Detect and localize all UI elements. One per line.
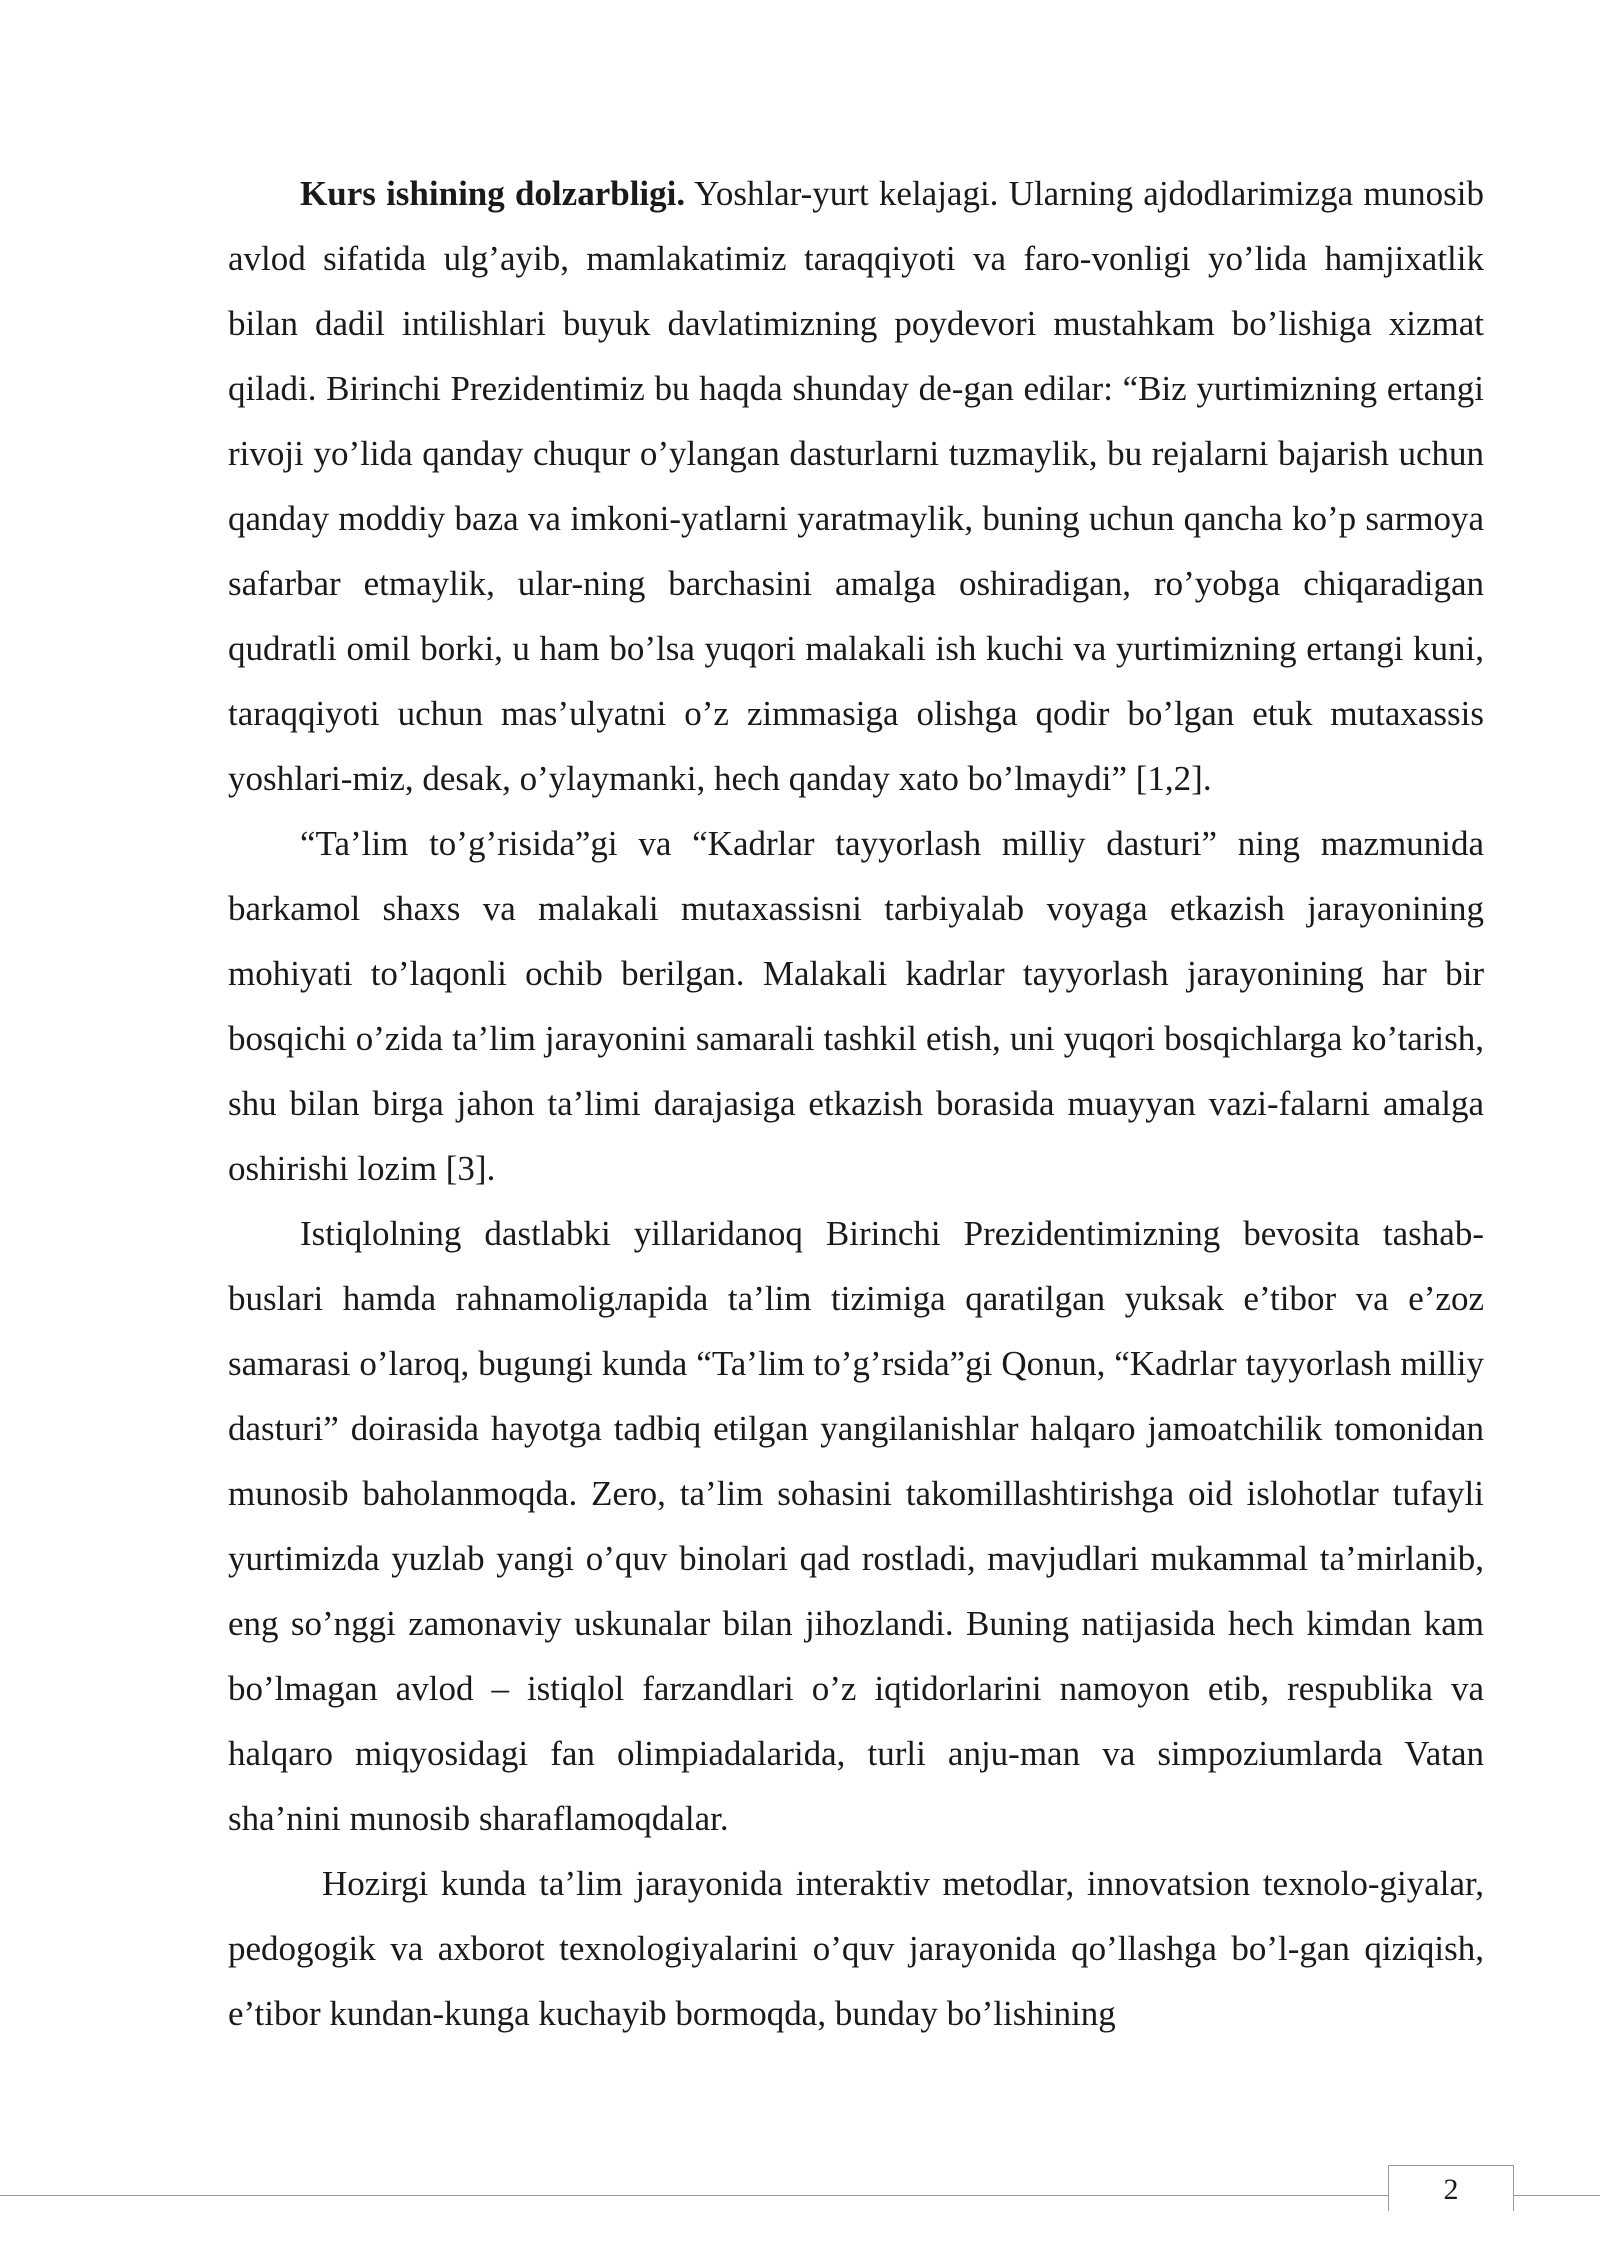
paragraph-heading: Kurs ishining dolzarbligi.: [300, 174, 686, 213]
paragraph-education-law: “Ta’lim to’g’risida”gi va “Kadrlar tayyorlash milliy dasturi” ning mazmunida barkamol shaxs va malakali mutaxassisni tarbiyalab voyaga etkazish jarayonining mohiyati to’laqonli ochib berilgan. Malakali kadrlar tayyorlash jarayonining har bir bosqichi o’zida ta’lim jarayonini samarali tashkil etish, uni yuqori bosqichlarga ko’tarish, shu bilan birga jahon ta’limi darajasiga etkazish borasida muayyan vazi-falarni amalga oshirishi lozim [3].: [228, 824, 1484, 1188]
footer-divider: [0, 2195, 1600, 2196]
paragraph-text: Yoshlar-yurt kelajagi. Ularning ajdodlarimizga munosib avlod sifatida ulg’ayib, mamlakatimiz taraqqiyoti va faro-vonligi yo’lida hamjixatlik bilan dadil intilishlari buyuk davlatimizning poydevori mustahkam bo’lishiga xizmat qiladi. Birinchi Prezidentimiz bu haqda shunday de-gan edilar: “Biz yurtimizning ertangi rivoji yo’lida qanday chuqur o’ylangan dasturlarni tuzmaylik, bu rejalarni bajarish uchun qanday moddiy baza va imkoni-yatlarni yaratmaylik, buning uchun qancha ko’p sarmoya safarbar etmaylik, ular-ning barchasini amalga oshiradigan, ro’yobga chiqaradigan qudratli omil borki, u ham bo’lsa yuqori malakali ish kuchi va yurtimizning ertangi kuni, taraqqiyoti uchun mas’ulyatni o’z zimmasiga olishga qodir bo’lgan etuk mutaxassis yoshlari-miz, desak, o’ylaymanki, hech qanday xato bo’lmaydi” [1,2].: [228, 174, 1484, 798]
paragraph-independence-years: Istiqlolning dastlabki yillaridanoq Birinchi Prezidentimizning bevosita tashab-buslari hamda rahnamoligларida ta’lim tizimiga qaratilgan yuksak e’tibor va e’zoz samarasi o’laroq, bugungi kunda “Ta’lim to’g’rsida”gi Qonun, “Kadrlar tayyorlash milliy dasturi” doirasida hayotga tadbiq etilgan yangilanishlar halqaro jamoatchilik tomonidan munosib baholanmoqda. Zero, ta’lim sohasini takomillashtirishga oid islohotlar tufayli yurtimizda yuzlab yangi o’quv binolari qad rostladi, mavjudlari mukammal ta’mirlanib, eng so’nggi zamonaviy uskunalar bilan jihozlandi. Buning natijasida hech kimdan kam bo’lmagan avlod – istiqlol farzandlari o’z iqtidorlarini namoyon etib, respublika va halqaro miqyosidagi fan olimpiadalarida, turli anju-man va simpoziumlarda Vatan sha’nini munosib sharaflamoqdalar.: [228, 1214, 1484, 1838]
paragraph-interactive-methods: Hozirgi kunda ta’lim jarayonida interaktiv metodlar, innovatsion texnolo-giyalar, pedogogik va axborot texnologiyalarini o’quv jarayonida qo’llashga bo’l-gan qiziqish, e’tibor kundan-kunga kuchayib bormoqda, bunday bo’lishining: [228, 1864, 1484, 2033]
paragraph-relevance: [228, 161, 1484, 811]
document-body: [228, 161, 1484, 2046]
page-number: 2: [1443, 2173, 1459, 2206]
